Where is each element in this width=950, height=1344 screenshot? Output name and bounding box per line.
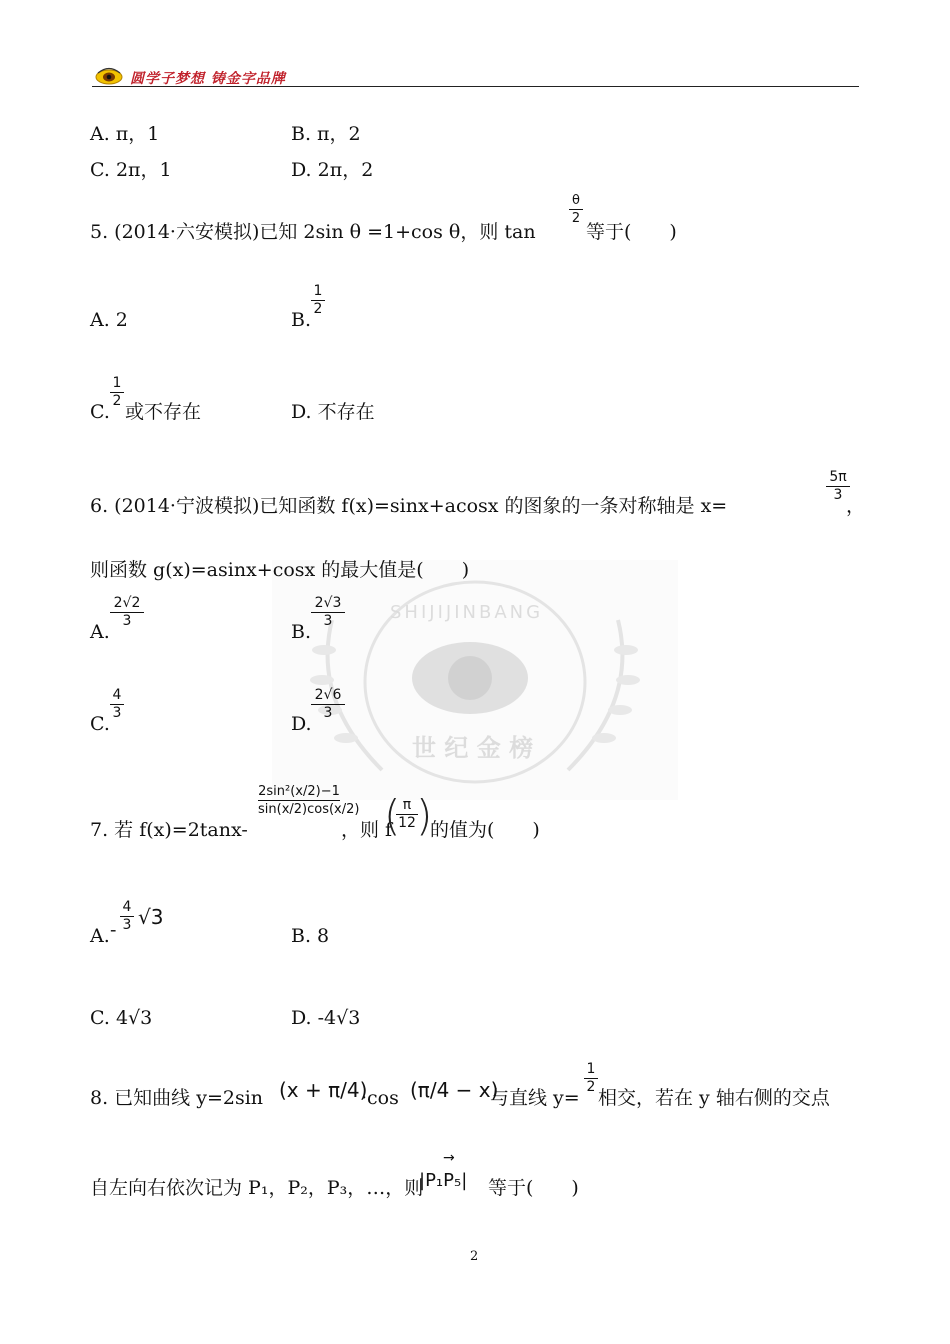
q6-x-den: 3 xyxy=(833,487,843,503)
q7-option-a-root: √3 xyxy=(138,905,164,929)
q7-tail: 的值为( ) xyxy=(430,819,540,841)
q5-option-b-fraction xyxy=(311,284,325,317)
q7-option-a-fraction xyxy=(120,900,134,933)
q6-d-den: 3 xyxy=(323,705,333,721)
q7-arg-num: π xyxy=(402,797,412,813)
q4-option-c: C. 2π，1 xyxy=(90,159,172,181)
q7-option-b: B. 8 xyxy=(291,925,330,947)
q6-option-b-fraction xyxy=(311,596,345,629)
q7-a-den: 3 xyxy=(122,917,132,933)
q5-tail: 等于( ) xyxy=(586,221,677,243)
header-slogan: 圆学子梦想 铸金字品牌 xyxy=(130,71,286,87)
q5-option-a: A. 2 xyxy=(90,309,128,331)
q7-arg-fraction xyxy=(396,798,418,831)
q7-arg-den: 12 xyxy=(398,815,416,831)
q7-frac-num: 2sin²(x/2)−1 xyxy=(258,784,340,799)
q8-y-num: 1 xyxy=(586,1061,596,1077)
q8-stem: 8. 已知曲线 y=2sin xyxy=(90,1087,264,1109)
q6-c-num: 4 xyxy=(112,687,122,703)
q6-c-den: 3 xyxy=(112,705,122,721)
q5-stem: 5. (2014·六安模拟)已知 2sin θ =1+cos θ，则 tan xyxy=(90,221,536,243)
q8-y-den: 2 xyxy=(586,1079,596,1095)
q7-stem: 7. 若 f(x)=2tanx- xyxy=(90,819,248,841)
q6-option-c-fraction xyxy=(110,688,124,721)
q6-line2: 则函数 g(x)=asinx+cosx 的最大值是( ) xyxy=(90,559,470,581)
q6-b-den: 3 xyxy=(323,613,333,629)
q6-a-num: 2√2 xyxy=(113,595,141,611)
q5-c-num: 1 xyxy=(112,375,122,391)
header-logo xyxy=(95,66,123,86)
q6-stem: 6. (2014·宁波模拟)已知函数 f(x)=sinx+acosx 的图象的一条对称轴是 x= xyxy=(90,495,728,517)
q6-option-a-fraction xyxy=(110,596,144,629)
q5-b-num: 1 xyxy=(313,283,323,299)
q5-b-den: 2 xyxy=(313,301,323,317)
q5-frac-num: θ xyxy=(572,193,580,208)
q7-option-d: D. -4√3 xyxy=(291,1007,361,1029)
q5-c-den: 2 xyxy=(112,393,122,409)
q8-paren2: (π/4 − x) xyxy=(410,1078,499,1102)
q6-b-num: 2√3 xyxy=(314,595,342,611)
q6-option-d-prefix: D. xyxy=(291,713,312,735)
q7-fraction xyxy=(258,784,360,817)
q6-option-a-prefix: A. xyxy=(90,621,110,643)
q8-tail: 相交，若在 y 轴右侧的交点 xyxy=(598,1087,830,1109)
q6-d-num: 2√6 xyxy=(314,687,342,703)
q4-option-d: D. 2π，2 xyxy=(291,159,374,181)
q7-arg-paren-left: ( xyxy=(384,791,401,840)
q6-x-num: 5π xyxy=(829,469,847,485)
q6-option-d-fraction xyxy=(311,688,345,721)
q5-option-b-prefix: B. xyxy=(291,309,312,331)
page-number: 2 xyxy=(470,1249,479,1264)
q4-option-a: A. π，1 xyxy=(90,123,160,145)
watermark-arc-text: SHIJIJINBANG xyxy=(390,602,544,623)
q8-line2-a: 自左向右依次记为 P₁，P₂，P₃，…，则 xyxy=(90,1177,424,1199)
q6-option-c-prefix: C. xyxy=(90,713,110,735)
q8-line2-b: 等于( ) xyxy=(488,1177,579,1199)
q8-y-fraction xyxy=(584,1062,598,1095)
watermark-cn-text: 世 纪 金 榜 xyxy=(412,734,534,762)
q7-option-a-prefix: A. xyxy=(90,925,110,947)
q7-option-a-minus: - xyxy=(110,919,117,941)
header-divider xyxy=(92,86,859,87)
q5-frac-den: 2 xyxy=(571,211,581,226)
q7-arg-paren-right: ) xyxy=(416,791,433,840)
q6-option-b-prefix: B. xyxy=(291,621,312,643)
q8-dot-cos: ·cos xyxy=(361,1087,399,1109)
q8-vector-arrow: → xyxy=(443,1150,455,1166)
q6-a-den: 3 xyxy=(122,613,132,629)
q7-mid: ，则 f xyxy=(341,819,393,841)
q8-mid: 与直线 y= xyxy=(490,1087,580,1109)
q5-option-d: D. 不存在 xyxy=(291,401,375,423)
q7-a-num: 4 xyxy=(122,899,132,915)
q5-option-c-prefix: C. xyxy=(90,401,110,423)
q5-option-c-fraction xyxy=(110,376,124,409)
q6-comma: ， xyxy=(846,495,866,517)
q7-option-c: C. 4√3 xyxy=(90,1007,153,1029)
q5-fraction xyxy=(569,193,583,226)
q7-frac-den: sin(x/2)cos(x/2) xyxy=(258,802,360,817)
q4-option-b: B. π，2 xyxy=(291,123,361,145)
q8-paren1: (x + π/4) xyxy=(279,1078,368,1102)
q8-vector: |P₁P₅| xyxy=(419,1170,468,1191)
q5-option-c-suffix: 或不存在 xyxy=(125,401,202,423)
